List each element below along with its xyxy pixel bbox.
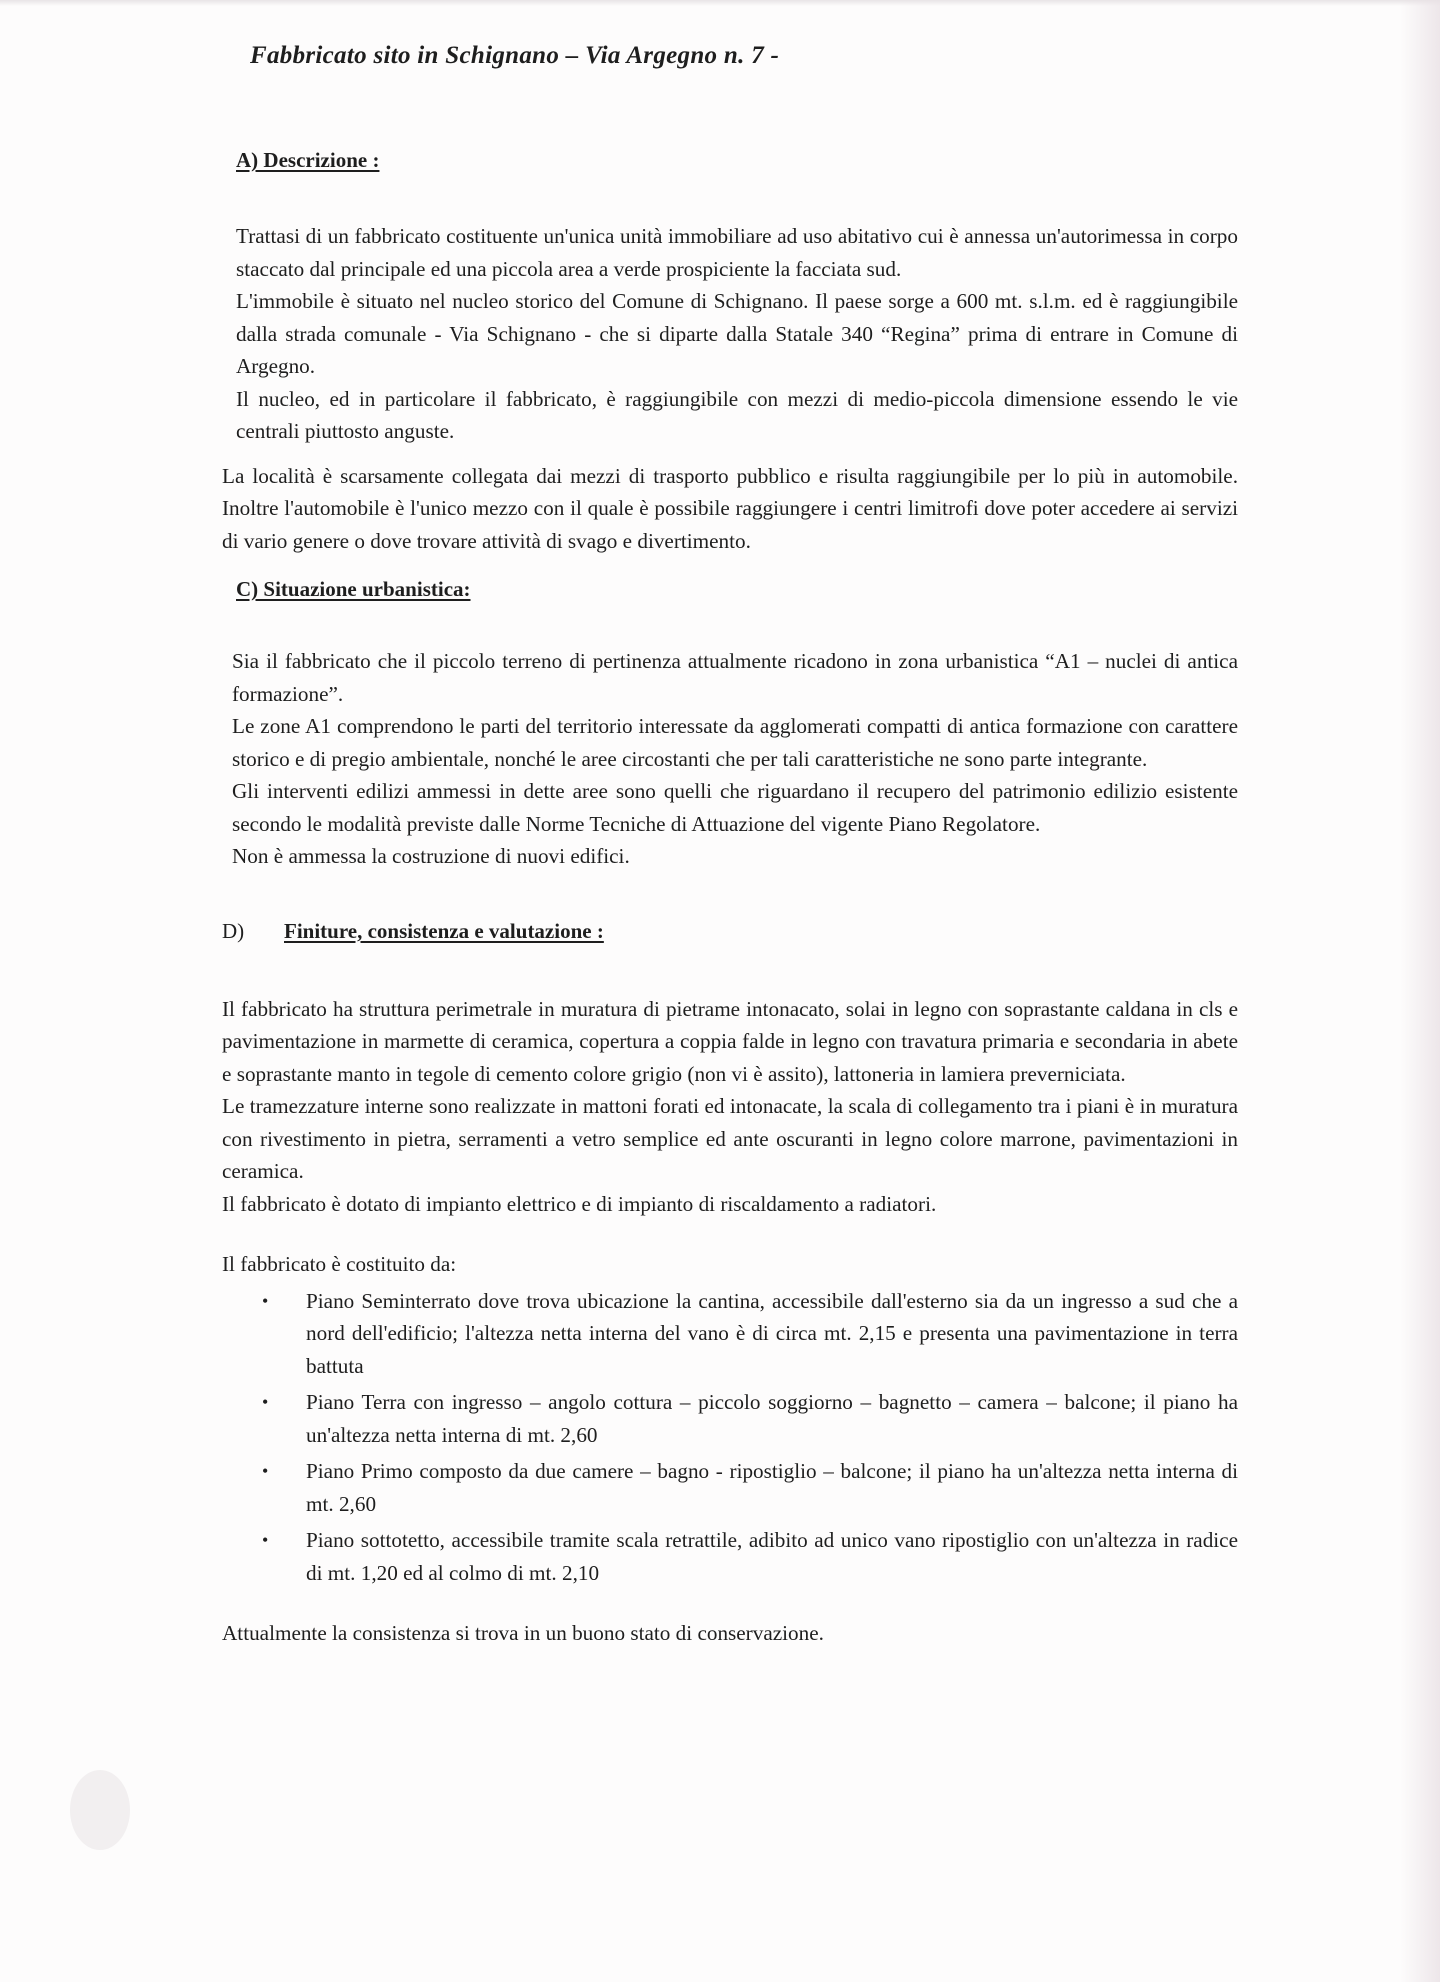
bullet-icon: •	[262, 1530, 269, 1550]
list-item	[262, 1386, 1238, 1451]
section-c-paragraph: Le zone A1 comprendono le parti del territorio interessate da agglomerati compatti di antica formazione con carattere storico e di pregio ambientale, nonché le aree circostanti che per tali caratteristiche ne sono parte integrante.	[232, 714, 1238, 771]
bullet-icon: •	[262, 1290, 269, 1311]
document-title: Fabbricato sito in Schignano – Via Argegno n. 7 -	[250, 42, 780, 69]
section-a-paragraph: Trattasi di un fabbricato costituente un'unica unità immobiliare ad uso abitativo cui è annessa un'autorimessa in corpo staccato dal principale ed una piccola area a verde prospiciente la facciata sud.	[236, 224, 1238, 281]
section-d-label: D)	[222, 918, 245, 943]
list-item	[262, 1285, 1238, 1383]
section-d-heading	[222, 917, 1238, 945]
section-d-paragraph: Il fabbricato è dotato di impianto elettrico e di impianto di riscaldamento a radiatori.	[222, 1191, 937, 1216]
floors-list	[222, 1285, 1238, 1590]
section-c-paragraph: Gli interventi edilizi ammessi in dette aree sono quelli che riguardano il recupero del patrimonio edilizio esistente secondo le modalità previste dalle Norme Tecniche di Attuazione del vigente Piano Regolatore.	[232, 779, 1238, 836]
scan-edge-shadow	[0, 0, 1440, 6]
section-a-paragraph: La località è scarsamente collegata dai mezzi di trasporto pubblico e risulta raggiungibile per lo più in automobile. Inoltre l'automobile è l'unico mezzo con il quale è possibile raggiungere i centri limitrofi dove poter accedere ai servizi di vario genere o dove trovare attività di svago e divertimento.	[222, 463, 1238, 553]
floors-intro: Il fabbricato è costituito da:	[222, 1252, 457, 1276]
section-c-paragraph: Non è ammessa la costruzione di nuovi edifici.	[232, 844, 630, 868]
section-a-paragraph: L'immobile è situato nel nucleo storico del Comune di Schignano. Il paese sorge a 600 mt. s.l.m. ed è raggiungibile dalla strada comunale - Via Schignano - che si diparte dalla Statale 340 “Regina” prima di entrare in Comune di Argegno.	[236, 289, 1238, 378]
list-item-text: Piano sottotetto, accessibile tramite scala retrattile, adibito ad unico vano ripostiglio con un'altezza in radice di mt. 1,20 ed al colmo di mt. 2,10	[306, 1528, 1238, 1585]
section-a-body	[236, 220, 1238, 448]
list-item	[262, 1524, 1238, 1589]
section-c-heading-text: C) Situazione urbanistica:	[236, 577, 471, 601]
section-d-body	[222, 993, 1238, 1650]
section-a-paragraph: Il nucleo, ed in particolare il fabbricato, è raggiungibile con mezzi di medio-piccola dimensione essendo le vie centrali piuttosto anguste.	[236, 386, 1238, 443]
list-item-text: Piano Terra con ingresso – angolo cottura – piccolo soggiorno – bagnetto – camera – balcone; il piano ha un'altezza netta interna di mt. 2,60	[306, 1390, 1238, 1447]
section-a-heading	[236, 146, 1238, 174]
section-d-paragraph: Il fabbricato ha struttura perimetrale in muratura di pietrame intonacato, solai in legno con soprastante caldana in cls e pavimentazione in marmette di ceramica, copertura a coppia falde in legno con travatura primaria e secondaria in abete e soprastante manto in tegole di cemento colore grigio (non vi è assito), lattoneria in lamiera preverniciata.	[222, 996, 1238, 1086]
section-a-heading-text: A) Descrizione :	[236, 148, 380, 172]
list-item	[262, 1455, 1238, 1520]
section-d-heading-text: Finiture, consistenza e valutazione :	[284, 918, 604, 943]
scan-smudge	[70, 1770, 130, 1850]
bullet-icon: •	[262, 1461, 269, 1481]
section-c-paragraph: Sia il fabbricato che il piccolo terreno di pertinenza attualmente ricadono in zona urbanistica “A1 – nuclei di antica formazione”.	[232, 649, 1238, 706]
scan-edge-shadow-right	[1400, 0, 1440, 1982]
list-item-text: Piano Primo composto da due camere – bagno - ripostiglio – balcone; il piano ha un'altezza netta interna di mt. 2,60	[306, 1459, 1238, 1516]
section-a-body-continued	[222, 460, 1238, 558]
section-d-paragraph: Le tramezzature interne sono realizzate in mattoni forati ed intonacate, la scala di collegamento tra i piani è in muratura con rivestimento in pietra, serramenti a vetro semplice ed ante oscuranti in legno colore marrone, pavimentazioni in ceramica.	[222, 1094, 1238, 1183]
section-c-heading	[236, 575, 1238, 603]
list-item-text: Piano Seminterrato dove trova ubicazione la cantina, accessibile dall'esterno sia da un ingresso a sud che a nord dell'edificio; l'altezza netta interna del vano è di circa mt. 2,15 e presenta una pavimentazione in terra battuta	[306, 1288, 1238, 1378]
closing-statement: Attualmente la consistenza si trova in un buono stato di conservazione.	[222, 1621, 824, 1645]
bullet-icon: •	[262, 1392, 269, 1412]
section-c-body	[232, 645, 1238, 873]
document-body	[222, 40, 1238, 1650]
